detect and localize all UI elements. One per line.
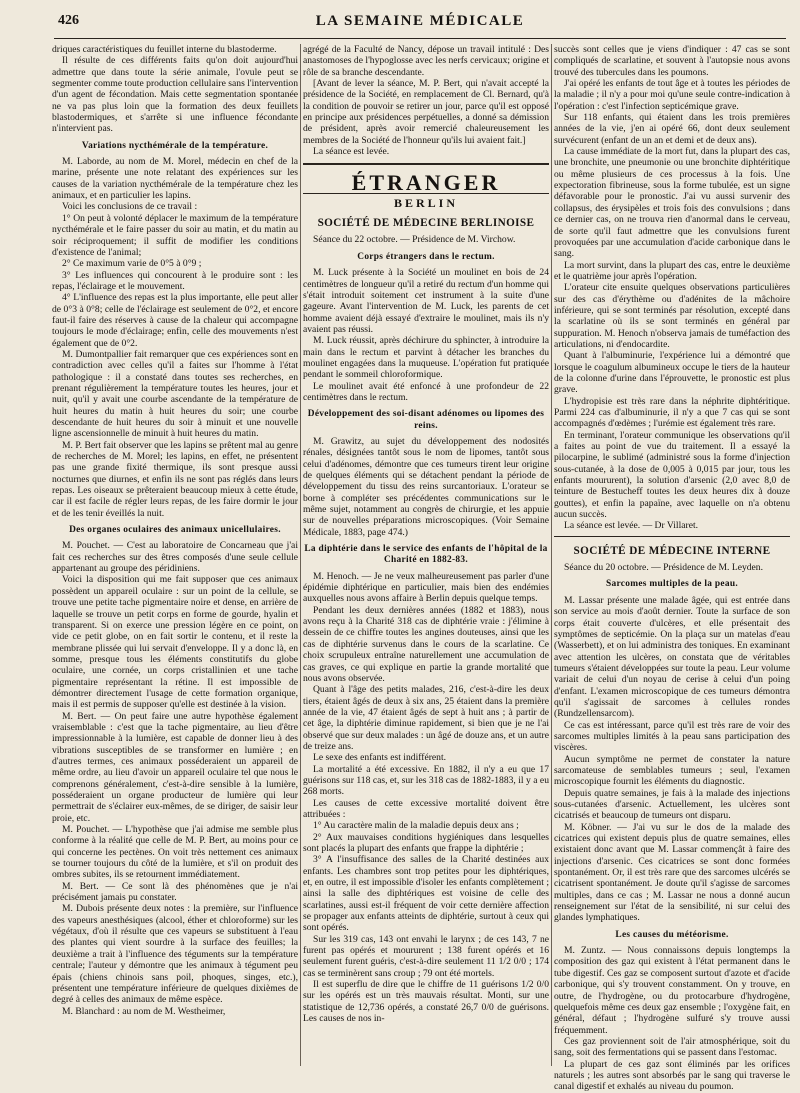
paragraph: [Avant de lever la séance, M. P. Bert, qui n'avait accepté la présidence de la Société, en remplacement de Cl. Bernard, qu'à la condition de pouvoir se retirer un jour, parce qu'il est opposé en principe aux présidences perpétuelles, a donné sa démission de président, après avoir remercié chaleureusement les membres de la Société de l'honneur qu'ils lui avaient fait.]: [303, 78, 549, 146]
paragraph: Quant à l'albuminurie, l'expérience lui a démontré que lorsque le coagulum albumineux occupe le tiers de la hauteur de la colonne d'urine dans l'éprouvette, le pronostic est plus grave.: [554, 350, 790, 396]
society-heading: SOCIÉTÉ DE MÉDECINE BERLINOISE: [317, 217, 535, 230]
subsection-heading: Des organes oculaires des animaux unicellulaires.: [69, 525, 281, 536]
subsection-heading: Les causes du météorisme.: [615, 929, 729, 940]
paragraph: 1° Au caractère malin de la maladie depuis deux ans ;: [313, 820, 519, 832]
section-divider: [303, 163, 549, 165]
paragraph: 4° L'influence des repas est la plus importante, elle peut aller de 0°3 à 0°8; celle de l'éclairage est seulement de 0°2, et encore faut-il faire des réserves à cause de la chaleur qui accompagne toujours le mode d'éclairage; enfin, celle des mouvements n'est également que de 0°2.: [52, 292, 298, 349]
paragraph: M. Luck présente à la Société un moulinet en bois de 24 centimètres de longueur qu'il a retiré du rectum d'un homme qui s'était introduit soitement cet instrument à la suite d'une gageure. Avant l'intervention de M. Luck, les parents de cet homme avaient déjà essayé d'extraire le moulinet, mais ils n'y avaient pas réussi.: [303, 267, 549, 335]
column-middle-top: [303, 44, 549, 157]
paragraph: M. Pouchet. — L'hypothèse que j'ai admise me semble plus conforme à la réalité que celle de M. P. Bert, au moins pour ce qui concerne les pectènes. On voit très nettement ces animaux se tourner toujours du côté de la lumière, et s'il on produit des ombres subites, ils se retournent immédiatement.: [52, 824, 298, 881]
section-title-etranger: ÉTRANGER: [351, 170, 501, 196]
paragraph: M. Luck réussit, après déchirure du sphincter, à introduire la main dans le rectum et parvint à détacher les branches du moulinet engagées dans la muqueuse. L'opération fut pratiquée pendant le sommeil chloroformique.: [303, 335, 549, 381]
paragraph: M. Laborde, au nom de M. Morel, médecin en chef de la marine, présente une note relatant des expériences sur les causes de la variation nycthémérale de la température chez les animaux, et en particulier les lapins.: [52, 156, 298, 202]
journal-title: LA SEMAINE MÉDICALE: [315, 13, 525, 29]
column-right: [554, 44, 790, 1093]
session-line: Séance du 22 octobre. — Présidence de M. Virchow.: [313, 234, 516, 246]
paragraph: M. Zuntz. — Nous connaissons depuis longtemps la composition des gaz qui existent à l'état permanent dans le tube digestif. Ces gaz se composent surtout d'azote et d'acide carbonique, qui s'y trouvent constamment. On y trouve, en outre, de l'hydrogène, ou du protocarbure d'hydrogène, quelquefois même ces deux gaz ensemble ; l'oxygène fait, en général, défaut ; l'hydrogène sulfuré s'y trouve aussi fréquemment.: [554, 945, 790, 1036]
subsection-heading: Variations nycthémérale de la température.: [81, 140, 269, 151]
column-left: [52, 44, 298, 1068]
paragraph: Quant à l'âge des petits malades, 216, c'est-à-dire les deux tiers, étaient âgés de deux à six ans, 25 étaient dans la première année de la vie, 47 étaient âgés de sept à huit ans ; à partir de cet âge, la diphtérie diminue rapidement, si bien que je ne l'ai observé que sur deux malades : un âgé de douze ans, et un autre de treize ans.: [303, 684, 549, 752]
paragraph: Depuis quatre semaines, je fais à la malade des injections sous-cutanées d'arsenic. Actuellement, les ulcères sont cicatrisés et beaucoup de tumeurs ont disparu.: [554, 787, 790, 822]
paragraph: Ce cas est intéressant, parce qu'il est très rare de voir des sarcomes multiples limités à la peau sans participation des viscères.: [554, 719, 790, 754]
column-middle: [303, 44, 549, 1068]
page-number: 426: [58, 13, 79, 28]
paragraph: driques caractéristiques du feuillet interne du blastoderme.: [52, 44, 277, 55]
paragraph: succès sont celles que je viens d'indiquer : 47 cas se sont compliqués de scarlatine, et souvent à l'autopsie nous avons trouvé des tubercules dans les poumons.: [554, 44, 790, 78]
paragraph: La séance est levée. — Dr Villaret.: [564, 520, 699, 532]
paragraph: Il résulte de ces différents faits qu'on doit aujourd'hui admettre que dans toute la série animale, l'ovule peut se segmenter comme toute production cellulaire sans l'intervention d'un agent de fécondation. Mais cette segmentation spontanée ne va pas plus loin que la formation des deux feuillets blastodermiques, et s'arrête si une influence fécondante n'intervient pas.: [52, 55, 298, 135]
paragraph: Il est superflu de dire que le chiffre de 11 guérisons 1/2 0/0 sur les opérés est un très mauvais résultat. Monti, sur une statistique de 12,736 opérés, a constaté 26,7 0/0 de guérisons. Les causes de nos in-: [303, 979, 549, 1025]
paragraph: Sur les 319 cas, 143 ont envahi le larynx ; de ces 143, 7 ne furent pas opérés et moururent ; 138 furent opérés et 16 seulement furent guéris, c'est-à-dire seulement 11 1/2 0/0 ; 174 cas se terminèrent sans croup ; 79 ont été mortels.: [303, 933, 549, 979]
paragraph: M. Henoch. — Je ne veux malheureusement pas parler d'une épidémie diphtérique en particulier, mais bien des endémies auxquelles nous avons affaire à Berlin depuis quelque temps.: [303, 570, 549, 605]
paragraph: 3° A l'insuffisance des salles de la Charité destinées aux enfants. Les chambres sont trop petites pour les diphtériques, et, en outre, il est impossible d'isoler les enfants complètement ; ainsi la salle des diphtériques est voisine de celle des scarlatines, aussi est-il fréquent de voir cette dernière affection se propager aux enfants atteints de diphtérie, surtout à ceux qui sont opérés.: [303, 854, 549, 934]
paragraph: L'hydropisie est très rare dans la néphrite diphtéritique. Parmi 224 cas d'albuminurie, il n'y a que 7 cas qui se sont accompagnés d'œdèmes ; l'urémie est également très rare.: [554, 395, 790, 430]
subsection-heading: Corps étrangers dans le rectum.: [357, 251, 495, 262]
paragraph: Voici la disposition qui me fait supposer que ces animaux possèdent un appareil oculaire : sur un point de la cellule, se trouve une petite tache pigmentaire noire et dense, en arrière de laquelle se trouve un petit corps en forme de gourde, hyalin et transparent. Si on exerce une pression légère en ce point, on vide ce petit globe, on en fait sortir le contenu, et il reste la membrane plissée qui lui servait d'enveloppe. Il y a donc là, en somme, presque tous les éléments constitutifs du globe oculaire, une cornée, un corps cristallinien et une tache pigmentaire représentant la rétine. Il est impossible de démontrer directement l'usage de cette formation organique, mais il est permis de supposer qu'elle est destinée à la vision.: [52, 574, 298, 711]
paragraph: M. Lassar présente une malade âgée, qui est entrée dans son service au mois d'août dernier. Toute la surface de son corps était couverte d'ulcères, et elle présentait des symptômes de septicémie. On la plaça sur un matelas d'eau (Wasserbett), et on lui administra des toniques. En examinant avec attention les ulcères, on constata que de véritables tumeurs s'étaient développées sur toute la peau. Leur volume variait de celui d'un noyau de cerise à celui d'un poing d'enfant. L'examen microscopique de ces tumeurs démontra qu'il s'agissait de sarcomes à cellules rondes (Rundzellensarcom).: [554, 594, 790, 720]
paragraph: M. Grawitz, au sujet du développement des nodosités rénales, désignées tantôt sous le nom de lipomes, tantôt sous celui d'adénomes, démontre que ces tumeurs tirent leur origine de quelques éléments qui se détachent pendant la période de développement du tissu des reins surcantoriaux. L'orateur se borne à compléter ses précédentes communications sur le même sujet, notamment au congrès de chirurgie, et les appuie sur de nouvelles préparations microscopiques. (Voir Semaine Médicale, 1883, page 474.): [303, 435, 549, 538]
page-header: [54, 8, 786, 39]
paragraph: La plupart de ces gaz sont éliminés par les orifices naturels ; les autres sont absorbés par le sang qui traverse le canal digestif et exhalés au niveau du poumon.: [554, 1058, 790, 1093]
paragraph: M. Dumontpallier fait remarquer que ces expériences sont en contradiction avec celles qu'il a faites sur l'homme à l'état pathologique : il a constaté dans toutes ses recherches, en prenant régulièrement la température toutes les heures, jour et nuit, qu'il y avait une courbe ascendante de la température de huit heures du matin à huit heures du soir; une courbe descendante de huit heures du soir à minuit et une nouvelle ligne ascensionnelle de minuit à huit heures du matin.: [52, 348, 298, 440]
society-heading: SOCIÉTÉ DE MÉDECINE INTERNE: [573, 544, 771, 557]
paragraph: 3° Les influences qui concourent à le produire sont : les repas, l'éclairage et le mouvement.: [52, 269, 298, 292]
paragraph: M. P. Bert fait observer que les lapins se prêtent mal au genre de recherches de M. Morel; les lapins, en effet, ne présentent pas une grande fixité thermique, ils sont presque aussi nocturnes que diurnes, et enfin ils ne sont pas réglés dans leurs repas. Les oiseaux se prêteraient beaucoup mieux à cette étude, car il est facile de régler leurs repas, de les faire dormir le jour et de les tenir éveillés la nuit.: [52, 439, 298, 519]
paragraph: M. Pouchet. — C'est au laboratoire de Concarneau que j'ai fait ces recherches sur des êtres composés d'une seule cellule appartenant au groupe des péridiniens.: [52, 540, 298, 575]
paragraph: agrégé de la Faculté de Nancy, dépose un travail intitulé : Des anastomoses de l'hypoglosse avec les nerfs cervicaux; origine et rôle de sa branche descendante.: [303, 44, 549, 78]
paragraph: L'orateur cite ensuite quelques observations particulières sur des cas d'érythème ou d'adénites de la mâchoire inférieure, qui se sont terminés par résolution, excepté dans la scarlatine où ils se sont terminés en général par suppuration. M. Henoch n'observa jamais de tuméfaction des articulations, ni d'endocardite.: [554, 282, 790, 350]
paragraph: Voici les conclusions de ce travail :: [62, 201, 198, 213]
paragraph: M. Bert. — On peut faire une autre hypothèse également vraisemblable : c'est que la tache pigmentaire, au lieu d'être impressionnable à la lumière, est capable de donner lieu à des vibrations susceptibles de se transformer en lumière ; en d'autres termes, ces animaux posséderaient un appareil de même ordre, au lieu d'avoir un appareil oculaire tel que nous le comprenons généralement, c'est-à-dire sensible à la lumière, posséderaient un organe producteur de lumière qui leur permettrait de s'éclairer eux-mêmes, de se diriger, de saisir leur proie, etc.: [52, 710, 298, 824]
city-heading-berlin: BERLIN: [393, 195, 458, 210]
column-rule: [551, 44, 552, 1066]
column-rule: [300, 44, 301, 1066]
paragraph: Pendant les deux dernières années (1882 et 1883), nous avons reçu à la Charité 318 cas de diphtérie vraie : j'élimine à dessein de ce chiffre toutes les angines douteuses, ainsi que les cas de diphtérie survenus dans le cours de la scarlatine. Ce choix scrupuleux entraîne naturellement une accumulation de cas graves, ce qui explique en partie la grande mortalité que nous avons observée.: [303, 604, 549, 684]
subsection-heading: Développement des soi-disant adénomes ou lipomes des reins.: [307, 409, 545, 431]
subsection-heading: La diphtérie dans le service des enfants de l'hôpital de la Charité en 1882-83.: [304, 544, 548, 566]
subsection-heading: Sarcomes multiples de la peau.: [605, 579, 738, 590]
paragraph: La cause immédiate de la mort fut, dans la plupart des cas, une bronchite, une pneumonie ou une bronchite diphtéritique ou même plusieurs de ces processus à la fois. Une expectoration fibrineuse, sous la forme tubulée, est un signe défavorable pour le pronostic. J'ai vu aussi survenir des collapsus, des érysipèles et trois fois des convulsions ; dans ce dernier cas, on ne trouva rien d'anormal dans le cerveau, de sorte qu'il faut admettre que les convulsions furent provoquées par une accumulation d'acide carbonique dans le sang.: [554, 146, 790, 260]
paragraph: En terminant, l'orateur communique les observations qu'il a faites au point de vue du traitement. Il a essayé la pilocarpine, le sublimé (administré sous la forme d'injection sous-cutanée, à la dose de 0,005 à 0,015 par jour, tous les enfants moururent), la solution d'arsenic (2,0 avec 8,0 de teinture de Bestucheff toutes les deux heures dix à douze gouttes), et enfin la papaïne, avec laquelle on n'a obtenu aucun succès.: [554, 429, 790, 521]
paragraph: M. Blanchard : au nom de M. Westheimer,: [62, 1005, 226, 1017]
paragraph: M. Dubois présente deux notes : la première, sur l'influence des vapeurs anesthésiques (alcool, éther et chloroforme) sur les végétaux, d'où il résulte que ces vapeurs se substituent à l'eau des plantes qui vient sourdre à la surface des feuilles; la deuxième a trait à l'influence des téguments sur la température centrale; l'auteur y démontre que les animaux à tégument peu épais (chiens chinois sans poil, phoques, singes, etc.), présentent une température inférieure de quelques dixièmes de degré à celles des animaux de même espèce.: [52, 903, 298, 1006]
paragraph: La mort survint, dans la plupart des cas, entre le deuxième et le quatrième jour après l'opération.: [554, 259, 790, 282]
session-line: Séance du 20 octobre. — Présidence de M. Leyden.: [564, 562, 764, 574]
paragraph: Aucun symptôme ne permet de constater la nature sarcomateuse de semblables tumeurs ; seul, l'examen microscopique fournit les éléments du diagnostic.: [554, 753, 790, 788]
paragraph: J'ai opéré les enfants de tout âge et à toutes les périodes de la maladie ; il n'y a pour moi qu'une seule contre-indication à l'opération : c'est l'infection septicémique grave.: [554, 78, 790, 112]
section-divider: [554, 536, 790, 537]
paragraph: 2° Aux mauvaises conditions hygiéniques dans lesquelles sont placés la plupart des enfants que frappe la diphtérie ;: [303, 831, 549, 854]
paragraph: La séance est levée.: [313, 146, 390, 158]
paragraph: La mortalité a été excessive. En 1882, il n'y a eu que 17 guérisons sur 118 cas, et, sur les 318 cas de 1882-1883, il y a eu 268 morts.: [303, 763, 549, 798]
paragraph: Le moulinet avait été enfoncé à une profondeur de 22 centimètres dans le rectum.: [303, 380, 549, 403]
paragraph: Ces gaz proviennent soit de l'air atmosphérique, soit du sang, soit des fermentations qui se passent dans l'estomac.: [554, 1035, 790, 1059]
paragraph: 2° Ce maximum varie de 0°5 à 0°9 ;: [62, 258, 202, 270]
paragraph: Les causes de cette excessive mortalité doivent être attribuées :: [303, 797, 549, 820]
column-middle-body: [303, 218, 549, 1024]
paragraph: M. Köbner. — J'ai vu sur le dos de la malade des cicatrices qui existent depuis plus de quatre semaines, elles existaient donc avant que M. Lassar commençât à faire des injections d'arsenic. Ces cicatrices se sont donc formées spontanément. Or, il est très rare que des sarcomes ulcérés se cicatrisent spontanément. Je doute qu'il s'agisse de sarcomes multiples, dans ce cas ; M. Lassar ne nous a donné aucun renseignement sur l'état de la sensibilité, ni sur celui des glandes lymphatiques.: [554, 821, 790, 924]
paragraph: 1° On peut à volonté déplacer le maximum de la température nycthémérale et le faire passer du soir au matin, et du matin au soir réciproquement; il suffit de modifier les conditions d'existence de l'animal;: [52, 212, 298, 258]
paragraph: Le sexe des enfants est indifférent.: [313, 752, 447, 764]
paragraph: Sur 118 enfants, qui étaient dans les trois premières années de la vie, j'en ai opéré 66, dont deux seulement survécurent (enfant de un an et demi et de deux ans).: [554, 112, 790, 146]
paragraph: M. Bert. — Ce sont là des phénomènes que je n'ai précisément jamais pu constater.: [52, 880, 298, 904]
